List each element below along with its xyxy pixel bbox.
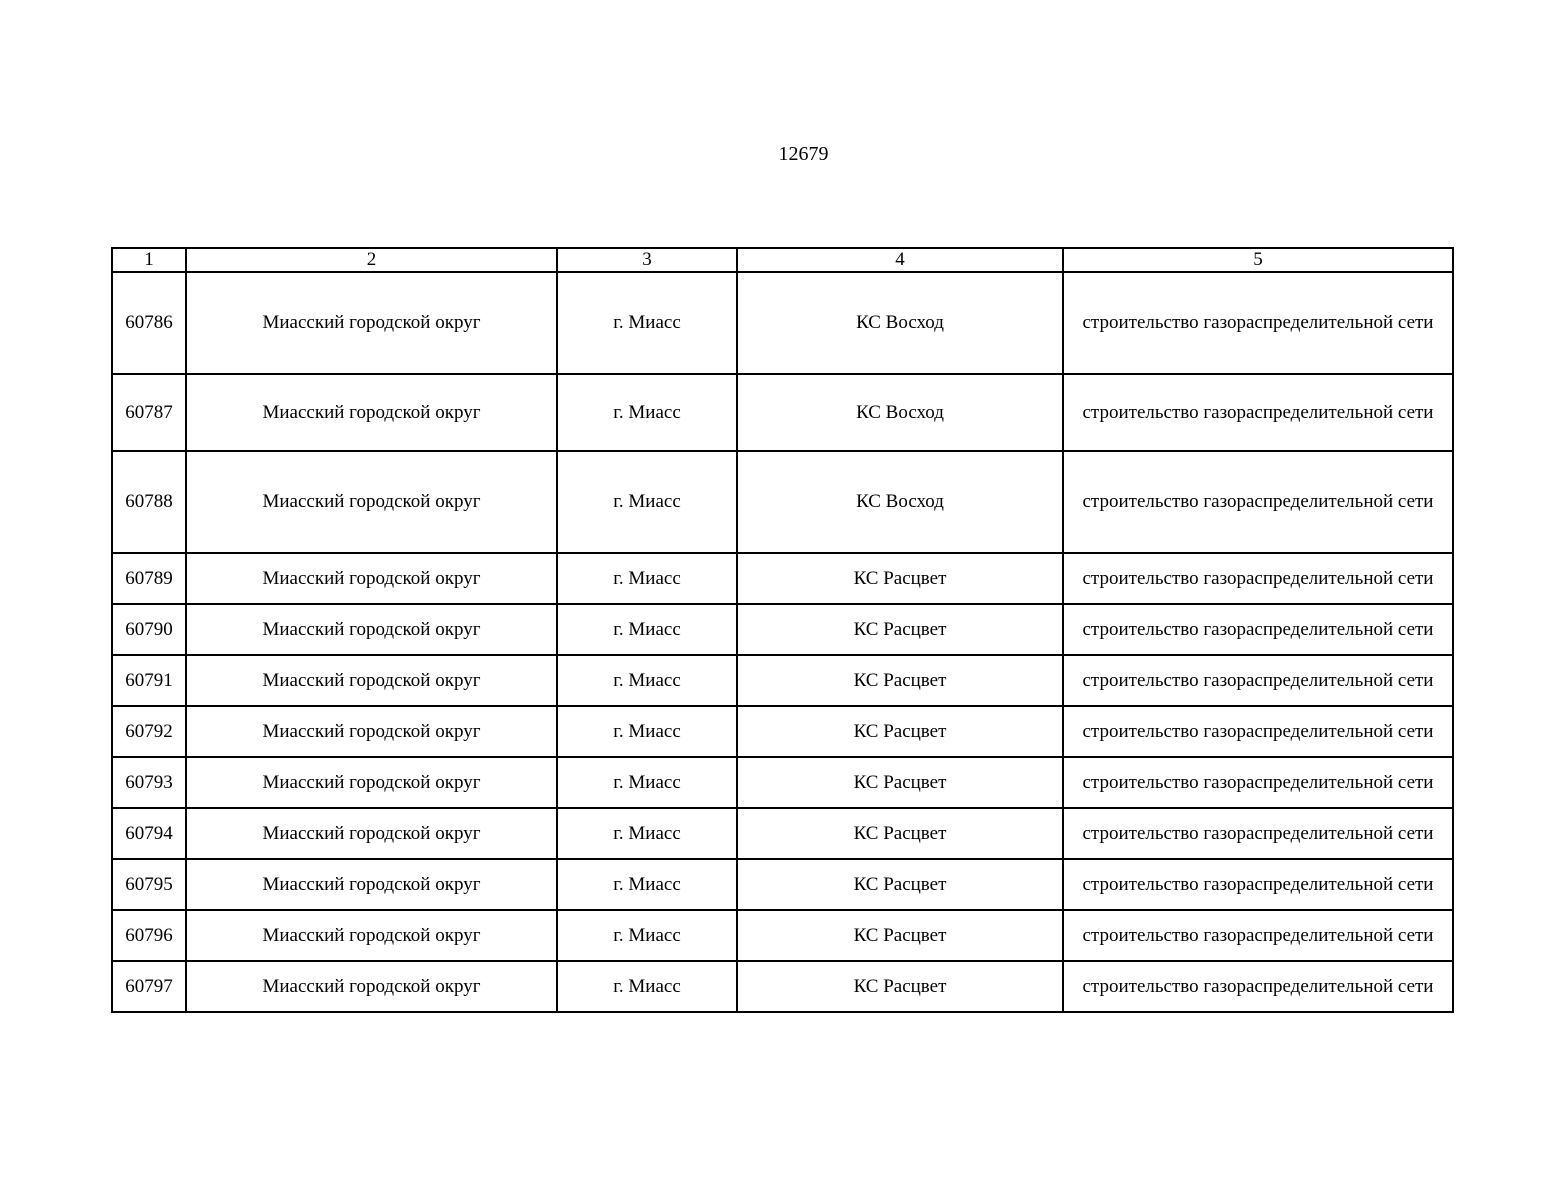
header-cell: 3 [557,248,737,272]
row-number-cell: 60796 [112,910,186,961]
municipality-cell: Миасский городской округ [186,374,557,451]
table-row [112,272,1453,374]
page-number: 12679 [778,143,829,165]
object-cell: КС Расцвет [737,655,1063,706]
municipality-cell: Миасский городской округ [186,859,557,910]
locality-cell: г. Миасс [557,859,737,910]
purpose-cell: строительство газораспределительной сети [1063,604,1453,655]
purpose-cell: строительство газораспределительной сети [1063,757,1453,808]
locality-cell: г. Миасс [557,808,737,859]
municipality-cell: Миасский городской округ [186,553,557,604]
locality-cell: г. Миасс [557,655,737,706]
purpose-cell: строительство газораспределительной сети [1063,808,1453,859]
row-number-cell: 60789 [112,553,186,604]
object-cell: КС Расцвет [737,553,1063,604]
locality-cell: г. Миасс [557,374,737,451]
municipality-cell: Миасский городской округ [186,910,557,961]
row-number-cell: 60791 [112,655,186,706]
table-row [112,808,1453,859]
header-cell: 5 [1063,248,1453,272]
locality-cell: г. Миасс [557,451,737,553]
locality-cell: г. Миасс [557,553,737,604]
object-cell: КС Расцвет [737,757,1063,808]
purpose-cell: строительство газораспределительной сети [1063,374,1453,451]
row-number-cell: 60790 [112,604,186,655]
table-row [112,553,1453,604]
row-number-cell: 60797 [112,961,186,1012]
table-row [112,451,1453,553]
municipality-cell: Миасский городской округ [186,272,557,374]
row-number-cell: 60793 [112,757,186,808]
purpose-cell: строительство газораспределительной сети [1063,655,1453,706]
municipality-cell: Миасский городской округ [186,604,557,655]
purpose-cell: строительство газораспределительной сети [1063,706,1453,757]
table-row [112,961,1453,1012]
table-header-row [112,248,1453,272]
row-number-cell: 60794 [112,808,186,859]
row-number-cell: 60795 [112,859,186,910]
purpose-cell: строительство газораспределительной сети [1063,451,1453,553]
object-cell: КС Восход [737,374,1063,451]
object-cell: КС Расцвет [737,706,1063,757]
purpose-cell: строительство газораспределительной сети [1063,553,1453,604]
purpose-cell: строительство газораспределительной сети [1063,859,1453,910]
municipality-cell: Миасский городской округ [186,961,557,1012]
locality-cell: г. Миасс [557,706,737,757]
locality-cell: г. Миасс [557,961,737,1012]
municipality-cell: Миасский городской округ [186,655,557,706]
object-cell: КС Восход [737,272,1063,374]
table-row [112,374,1453,451]
table-row [112,910,1453,961]
object-cell: КС Восход [737,451,1063,553]
object-cell: КС Расцвет [737,604,1063,655]
locality-cell: г. Миасс [557,910,737,961]
table-row [112,604,1453,655]
data-table [111,247,1454,1013]
purpose-cell: строительство газораспределительной сети [1063,910,1453,961]
table-row [112,706,1453,757]
table-row [112,757,1453,808]
object-cell: КС Расцвет [737,910,1063,961]
header-cell: 2 [186,248,557,272]
table-row [112,859,1453,910]
municipality-cell: Миасский городской округ [186,808,557,859]
object-cell: КС Расцвет [737,961,1063,1012]
object-cell: КС Расцвет [737,808,1063,859]
row-number-cell: 60787 [112,374,186,451]
locality-cell: г. Миасс [557,604,737,655]
purpose-cell: строительство газораспределительной сети [1063,961,1453,1012]
locality-cell: г. Миасс [557,272,737,374]
municipality-cell: Миасский городской округ [186,757,557,808]
header-cell: 1 [112,248,186,272]
table-row [112,655,1453,706]
row-number-cell: 60792 [112,706,186,757]
object-cell: КС Расцвет [737,859,1063,910]
row-number-cell: 60788 [112,451,186,553]
row-number-cell: 60786 [112,272,186,374]
locality-cell: г. Миасс [557,757,737,808]
purpose-cell: строительство газораспределительной сети [1063,272,1453,374]
municipality-cell: Миасский городской округ [186,706,557,757]
municipality-cell: Миасский городской округ [186,451,557,553]
header-cell: 4 [737,248,1063,272]
